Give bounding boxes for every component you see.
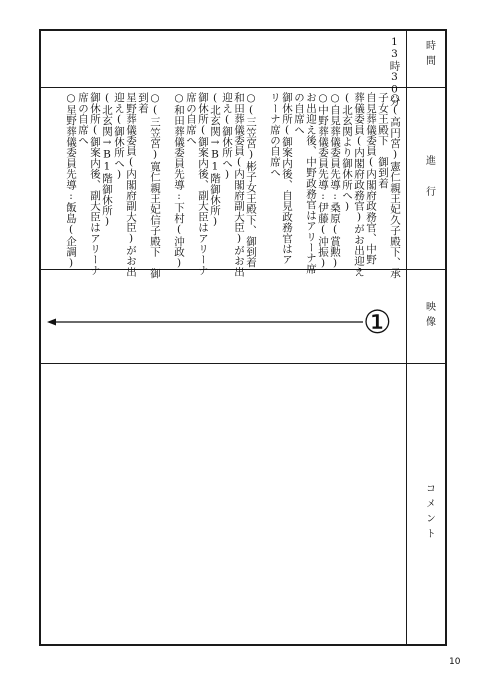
progress-line: 迎え(御休所へ) — [221, 92, 233, 181]
progress-line: (北玄関→B1階御休所) — [101, 92, 113, 228]
progress-line: 御休所(御案内後、副大臣はアリーナ — [197, 92, 209, 276]
video-marker: ① — [363, 303, 392, 341]
progress-line: (北玄関より御休所へ) — [341, 92, 353, 213]
progress-line: ○中野葬儀委員先導:伊藤(沖振) — [317, 92, 329, 270]
progress-line: 自見葬儀委員(内閣府政務官、中野 — [365, 92, 377, 265]
progress-line: 葬儀委員(内閣府政務官)がお出迎え — [353, 92, 365, 277]
progress-line: 子女王殿下 御到着 — [377, 92, 389, 189]
schedule-table — [39, 29, 447, 646]
progress-line: ○(高円宮)憲仁親王妃久子殿下、承 — [389, 92, 401, 279]
page-number: 10 — [449, 657, 461, 667]
progress-text — [65, 92, 401, 279]
progress-line: (北玄関→B1階御休所) — [209, 92, 221, 228]
progress-line: 迎え(御休所へ) — [113, 92, 125, 181]
progress-line: ○和田葬儀委員先導:下村(沖政) — [173, 92, 185, 270]
progress-line: 和田葬儀委員(内閣府副大臣)がお出 — [233, 92, 245, 277]
progress-line: リーナ席の自席へ — [269, 92, 281, 178]
progress-line: お出迎え後、中野政務官はアリーナ席 — [305, 92, 317, 274]
comment-cell — [41, 364, 406, 644]
progress-line: 御休所(御案内後、副大臣はアリーナ — [89, 92, 101, 276]
row-divider-time — [41, 87, 445, 88]
header-video: 映像 — [423, 301, 435, 331]
time-value: 13時30分 — [388, 36, 401, 107]
header-progress: 進 行 — [423, 155, 435, 201]
progress-line: ○(三笠宮)寛仁親王妃信子殿下 御 — [149, 92, 161, 279]
progress-line: 御休所(御案内後、自見政務官はア — [281, 92, 293, 265]
progress-line: 到着 — [137, 92, 149, 114]
progress-line: ○(三笠宮)彬子女王殿下、御到着 — [245, 92, 257, 268]
progress-line: の自席へ — [293, 92, 305, 135]
progress-line: 席の自席へ — [185, 92, 197, 146]
header-time: 時間 — [423, 40, 435, 70]
progress-line: 席の自席へ — [77, 92, 89, 146]
progress-line: 星野葬儀委員(内閣府副大臣)がお出 — [125, 92, 137, 277]
header-comment: コメント — [423, 483, 435, 543]
progress-line: ○自見葬儀委員先導:桑原(賞勲) — [329, 92, 341, 270]
progress-line: ○星野葬儀委員先導:飯島(企調) — [65, 92, 77, 270]
